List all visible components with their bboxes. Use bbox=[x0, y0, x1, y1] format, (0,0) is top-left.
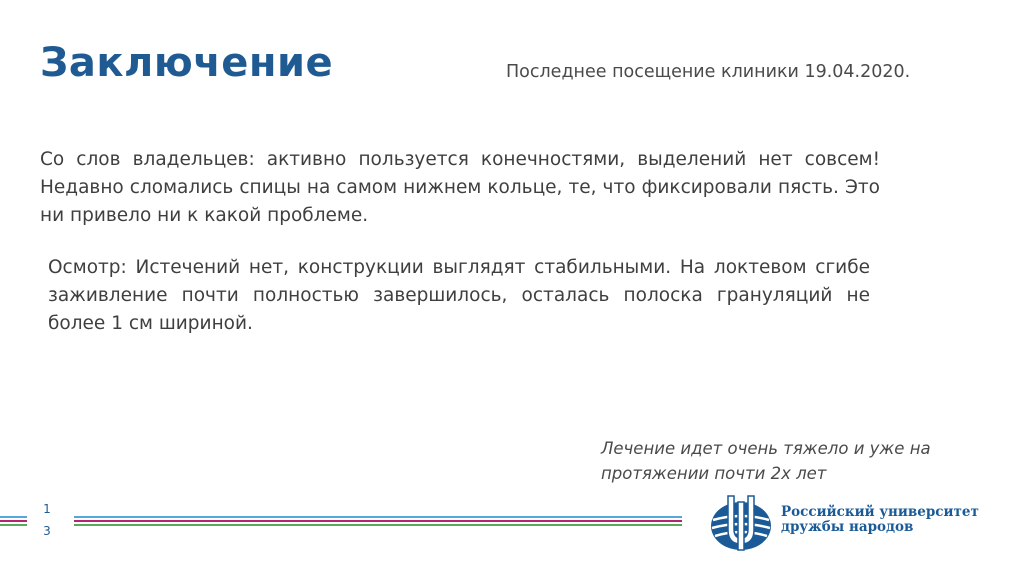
page-number-digit2: 3 bbox=[43, 524, 51, 538]
last-visit-date: Последнее посещение клиники 19.04.2020. bbox=[506, 62, 911, 82]
treatment-note bbox=[601, 436, 981, 486]
university-name-line2: дружбы народов bbox=[781, 519, 914, 535]
owner-report-paragraph: Со слов владельцев: активно пользуется конечностями, выделений нет совсем! Недавно сломались спицы на самом нижнем кольце, те, что фиксировали пясть. Это ни привело ни к какой проблеме. bbox=[40, 149, 880, 226]
examination-paragraph: Осмотр: Истечений нет, конструкции выглядят стабильными. На локтевом сгибе заживление почти полностью завершилось, осталась полоска грануляций не более 1 см шириной. bbox=[48, 257, 870, 334]
footer-stripe-left bbox=[0, 516, 27, 528]
treatment-note-line1: Лечение идет очень тяжело и уже на bbox=[601, 439, 931, 458]
slide-title: Заключение bbox=[40, 40, 334, 86]
page-number bbox=[40, 498, 54, 542]
university-name-line1: Российский университет bbox=[781, 504, 979, 520]
university-globe-logo-icon bbox=[708, 494, 774, 554]
university-name bbox=[781, 505, 979, 535]
page-number-digit1: 1 bbox=[43, 502, 51, 516]
footer-stripe-main bbox=[74, 516, 682, 528]
treatment-note-line2: протяжении почти 2х лет bbox=[601, 464, 827, 483]
